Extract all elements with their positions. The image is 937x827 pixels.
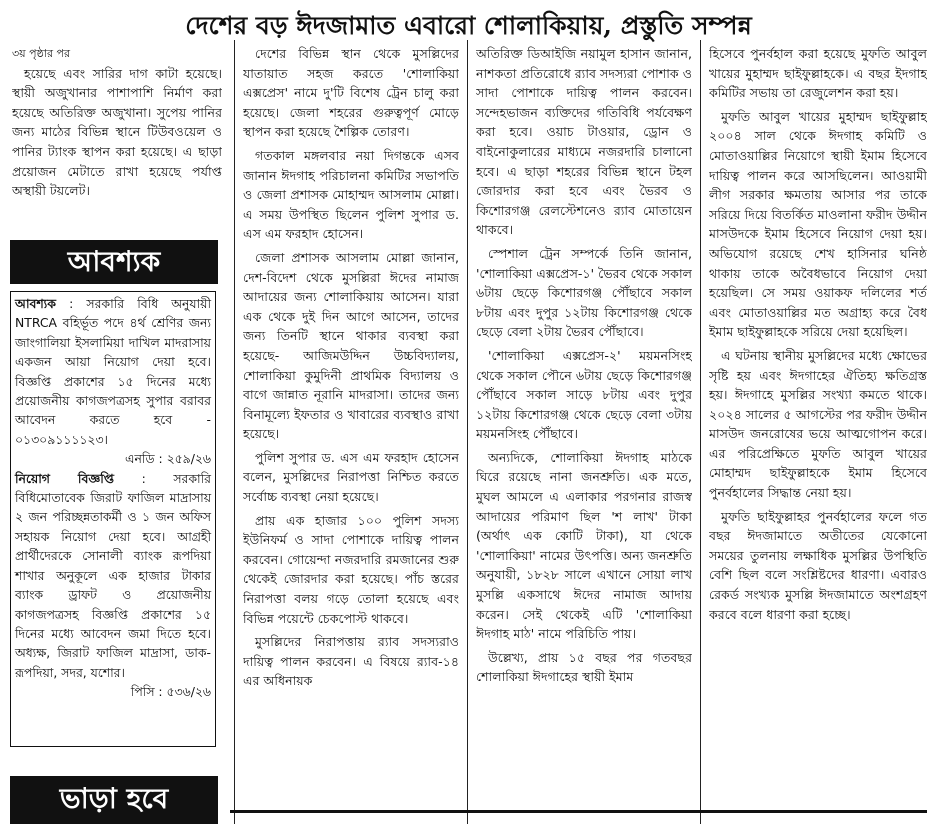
article-paragraph: 'শোলাকিয়া এক্সপ্রেস-২' ময়মনসিংহ থেকে সকাল পৌনে ৬টায় ছেড়ে কিশোরগঞ্জ পৌঁছাবে সকাল সাড়ে ৮টায় এবং দুপুর ১২টায় কিশোরগঞ্জ থেকে ছেড়ে বেলা ৩টায় ময়মনসিংহ পৌঁছাবে। [476,347,692,442]
classified-ad [15,469,211,682]
column-rule [467,40,468,824]
article-column-2 [243,44,459,808]
classified-ads-box [10,291,216,747]
classified-ad [15,294,211,449]
ad-body: : সরকারি বিধি অনুযায়ী NTRCA বহির্ভূত পদে ৪র্থ শ্রেণির জন্য জাংগালিয়া ইসলামিয়া দাখিল মাদরাসায় একজন আয়া নিয়োগ দেয়া হবে। বিজ্ঞপ্তি প্রকাশের ১৫ দিনের মধ্যে প্রয়োজনীয় কাগজপত্রসহ সুপার বরাবর আবেদন করতে হবে - ০১৩০৯১১১১২৩। [15,296,211,447]
article-paragraph: মুফতি আবুল খায়ের মুহাম্মদ ছাইফুল্লাহ ২০০৪ সাল থেকে ঈদগাহ কমিটি ও মোতাওয়াল্লির নিয়োগে স্থায়ী ইমাম হিসেবে দায়িত্ব পালন করে আসছিলেন। আওয়ামী লীগ সরকার ক্ষমতায় আসার পর তাকে সরিয়ে দিয়ে বিতর্কিত মাওলানা ফরীদ উদ্দীন মাসউদকে ইমাম হিসেবে নিয়োগ দেয়া হয়। অভিযোগ রয়েছে শেখ হাসিনার ঘনিষ্ঠ থাকায় তাকে অবৈধভাবে নিয়োগ দেয়া হয়েছিল। সে সময় ওয়াকফ দলিলের শর্ত এবং মোতাওয়াল্লির মত অগ্রাহ্য করে বৈধ ইমাম ছাইফুল্লাহকে সরিয়ে দেয়া হয়েছিল। [709,108,927,340]
article-paragraph: পুলিশ সুপার ড. এস এম ফরহাদ হোসেন বলেন, মুসল্লিদের নিরাপত্তা নিশ্চিত করতে সর্বোচ্চ ব্যবস্থা নেয়া হয়েছে। [243,449,459,505]
ad-reference: এনডি : ২৫৯/২৬ [125,451,211,467]
ad-reference: পিসি : ৫৩৬/২৬ [130,684,211,700]
article-paragraph: জেলা প্রশাসক আসলাম মোল্লা জানান, দেশ-বিদেশ থেকে মুসল্লিরা ঈদের নামাজ আদায়ের জন্য শোলাকিয়ায় আসেন। যারা এক থেকে দুই দিন আগে আসেন, তাদের জন্য তিনটি স্থানে থাকার ব্যবস্থা করা হয়েছে- আজিমউদ্দিন উচ্চবিদ্যালয়, শোলাকিয়া কুমুদিনী প্রাথমিক বিদ্যালয় ও বাগে জান্নাত নূরানি মাদরাসা। তাদের জন্য বিনামূল্যে ইফতার ও খাবারের ব্যবস্থাও রাখা হয়েছে। [243,249,459,442]
article-paragraph: অন্যদিকে, শোলাকিয়া ঈদগাহ মাঠকে ঘিরে রয়েছে নানা জনশ্রুতি। এক মতে, মুঘল আমলে এ এলাকার পরগনার রাজস্ব আদায়ের পরিমাণ ছিল 'শ লাখ' টাকা (অর্থাৎ এক কোটি টাকা), যা থেকে 'শোলাকিয়া' নামের উৎপত্তি। অন্য জনশ্রুতি অনুযায়ী, ১৮২৮ সালে এখানে সোয়া লাখ মুসল্লি একসাথে ঈদের নামাজ আদায় করেন। সেই থেকেই এটি 'শোলাকিয়া ঈদগাহ মাঠ' নামে পরিচিতি পায়। [476,449,692,642]
article-paragraph: দেশের বিভিন্ন স্থান থেকে মুসল্লিদের যাতায়াত সহজ করতে 'শোলাকিয়া এক্সপ্রেস' নামে দু'টি বিশেষ ট্রেন চালু করা হয়েছে। জেলা শহরের গুরুত্বপূর্ণ মোড়ে স্থাপন করা হয়েছে শৈল্পিক তোরণ। [243,46,459,140]
article-paragraph: প্রায় এক হাজার ১০০ পুলিশ সদস্য ইউনিফর্ম ও সাদা পোশাকে দায়িত্ব পালন করবেন। গোয়েন্দা নজরদারি রমজানের শুরু থেকেই জোরদার করা হয়েছে। পাঁচ স্তরের নিরাপত্তা বলয় গড়ে তোলা হয়েছে এবং বিভিন্ন পয়েন্টে চেকপোস্ট থাকবে। [243,512,459,626]
article-column-1 [12,44,222,224]
column-rule [700,40,701,824]
column-rule [234,40,235,824]
ad-lead: আবশ্যক [15,296,56,311]
article-paragraph: হিসেবে পুনর্বহাল করা হয়েছে মুফতি আবুল খায়ের মুহাম্মদ ছাইফুল্লাহকে। এ বছর ইদগাহ কমিটির সভায় তা রেজুলেশন করা হয়। [709,46,927,101]
ad-lead: নিয়োগ বিজ্ঞপ্তি [15,470,114,486]
article-paragraph: মুসল্লিদের নিরাপত্তায় র‍্যাব সদস্যরাও দায়িত্ব পালন করবেন। এ বিষয়ে র‍্যাব-১৪ এর অধিনায়ক [243,634,459,689]
article-paragraph: এ ঘটনায় স্থানীয় মুসল্লিদের মধ্যে ক্ষোভের সৃষ্টি হয় এবং ঈদগাহের ঐতিহ্য ক্ষতিগ্রস্ত হয়। ঈদগাহে মুসল্লির সংখ্যা কমতে থাকে। ২০২৪ সালের ৫ আগস্টের পর ফরীদ উদ্দীন মাসউদ জনরোষের ভয়ে আত্মগোপন করে। এর পরিপ্রেক্ষিতে মুফতি আবুল খায়ের মোহাম্মদ ছাইফুল্লাহকে ইমাম হিসেবে পুনর্বহালের সিদ্ধান্ত নেয়া হয়। [709,347,927,501]
article-column-3 [476,44,692,808]
next-article-edge [230,810,927,827]
article-paragraph: গতকাল মঙ্গলবার নয়া দিগন্তকে এসব জানান ঈদগাহ পরিচালনা কমিটির সভাপতি ও জেলা প্রশাসক মোহাম্মদ আসলাম মোল্লা। এ সময় উপস্থিত ছিলেন পুলিশ সুপার ড. এস এম ফরহাদ হোসেন। [243,147,459,242]
headline: দেশের বড় ঈদজামাত এবারো শোলাকিয়ায়, প্রস্তুতি সম্পন্ন [185,11,752,40]
classified-header-text: আবশ্যক [67,245,161,278]
classified-header-text: ভাড়া হবে [59,782,169,815]
classified-header-wanted [10,240,218,284]
classified-header-for-rent [10,776,218,824]
ad-body: : সরকারি বিধিমোতাবেক জিরাট ফাজিল মাদ্রাসায় ২ জন পরিচ্ছন্নতাকর্মী ও ১ জন অফিস সহায়ক নিয়োগ দেয়া হবে। আগ্রহী প্রার্থীদেরকে সোনালী ব্যাংক রূপদিয়া শাখার অনুকূলে এক হাজার টাকার ব্যাংক ড্রাফট ও প্রয়োজনীয় কাগজপত্রসহ বিজ্ঞপ্তি প্রকাশের ১৫ দিনের মধ্যে আবেদন জমা দিতে হবে। অধ্যক্ষ, জিরাট ফাজিল মাদ্রাসা, ডাক-রূপদিয়া, সদর, যশোর। [15,470,211,680]
article-paragraph: স্পেশাল ট্রেন সম্পর্কে তিনি জানান, 'শোলাকিয়া এক্সপ্রেস-১' ভৈরব থেকে সকাল ৬টায় ছেড়ে কিশোরগঞ্জ পৌঁছাবে সকাল ৮টায় এবং দুপুর ১২টায় কিশোরগঞ্জ থেকে ছেড়ে বেলা ২টায় ভৈরব পৌঁছাবে। [476,245,692,340]
article-paragraph: অতিরিক্ত ডিআইজি নয়ামুল হাসান জানান, নাশকতা প্রতিরোধে র‍্যাব সদস্যরা পোশাক ও সাদা পোশাকে দায়িত্ব পালন করবেন। সন্দেহভাজন ব্যক্তিদের গতিবিধি পর্যবেক্ষণ করা হবে। ওয়াচ টাওয়ার, ড্রোন ও বাইনোকুলারের মাধ্যমে নজরদারি চালানো হবে। এ ছাড়া শহরের বিভিন্ন স্থানে টহল জোরদার করা হবে এবং ভৈরব ও কিশোরগঞ্জ রেলস্টেশনেও র‍্যাব মোতায়েন থাকবে। [476,46,692,238]
article-paragraph: হয়েছে এবং সারির দাগ কাটা হয়েছে। স্থায়ী অজুখানার পাশাপাশি নির্মাণ করা হয়েছে অতিরিক্ত অজুখানা। সুপেয় পানির জন্য মাঠের বিভিন্ন স্থানে টিউবওয়েল ও পানির ট্যাংক স্থাপন করা হয়েছে। এ ছাড়া প্রয়োজন মেটাতে রাখা হয়েছে পর্যাপ্ত অস্থায়ী টয়লেট। [12,65,222,199]
article-paragraph: মুফতি ছাইফুল্লাহর পুনর্বহালের ফলে গত বছর ঈদজামাতে অতীতের যেকোনো সময়ের তুলনায় লক্ষাধিক মুসল্লির উপস্থিতি বেশি ছিল বলে সংশ্লিষ্টদের ধারণা। এবারও রেকর্ড সংখ্যক মুসল্লি ঈদজামাতে অংশগ্রহণ করবে বলে ধারণা করা হচ্ছে। [709,508,927,622]
article-paragraph: উল্লেখ্য, প্রায় ১৫ বছর পর গতবছর শোলাকিয়া ঈদগাহের স্থায়ী ইমাম [476,649,692,685]
article-column-4 [709,44,927,808]
continued-marker: ৩য় পৃষ্ঠার পর [12,47,71,60]
